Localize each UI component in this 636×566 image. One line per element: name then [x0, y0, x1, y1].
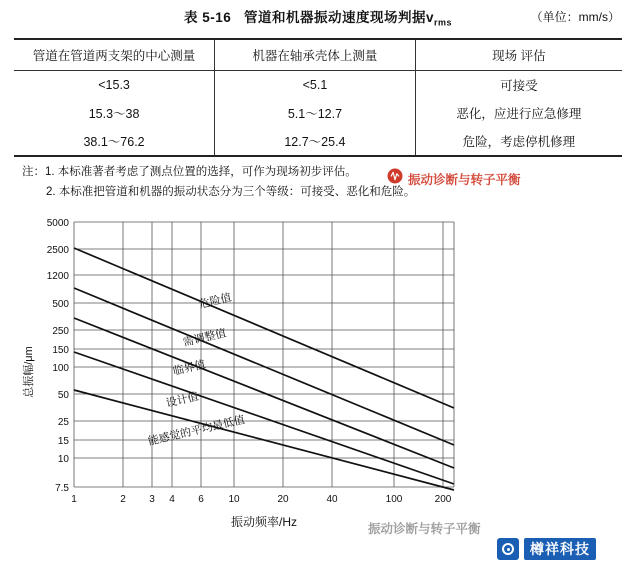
- y-tick-8: 25: [57, 417, 69, 428]
- series-line-design: [74, 352, 454, 484]
- x-tick-5: 10: [228, 494, 240, 505]
- x-tick-0: 1: [71, 494, 77, 505]
- table-header-cell-0: 管道在管道两支架的中心测量: [14, 39, 215, 71]
- y-axis-label: 总振幅/μm: [23, 346, 35, 398]
- table-title-row: [0, 6, 636, 28]
- y-tick-7: 50: [57, 390, 69, 401]
- title-symbol: v: [426, 10, 435, 25]
- x-tick-9: 200: [434, 494, 452, 505]
- series-label-perceptible: 能感觉的平均最低值: [146, 413, 247, 448]
- units-note: （单位：mm/s）: [530, 10, 620, 24]
- y-tick-9: 15: [57, 436, 69, 447]
- y-tick-3: 500: [52, 299, 69, 310]
- table-cell-1-2: 恶化，应进行应急修理: [415, 99, 622, 127]
- chart-series-lines: [74, 248, 454, 490]
- series-label-adjust: 需调整值: [181, 327, 228, 349]
- series-line-danger: [74, 248, 454, 408]
- table-cell-2-0: 38.1～76.2: [14, 127, 215, 156]
- y-tick-11: 7.5: [55, 483, 69, 494]
- gear-circle-icon: [497, 538, 519, 560]
- table-cell-2-2: 危险，考虑停机修理: [415, 127, 622, 156]
- y-tick-0: 5000: [46, 218, 69, 229]
- table-cell-1-0: 15.3～38: [88, 107, 140, 121]
- table-row: [14, 99, 622, 127]
- series-label-danger: 危险值: [197, 291, 233, 311]
- y-tick-1: 2500: [46, 245, 69, 256]
- table-cell-0-0: <15.3: [98, 78, 130, 92]
- y-tick-2: 1200: [46, 271, 69, 282]
- table-cell-2-1: 12.7～25.4: [215, 127, 416, 156]
- chart-svg: [14, 212, 484, 542]
- note-line-1: 注：1. 本标准著者考虑了测点位置的选择，可作为现场初步评估。: [22, 166, 357, 178]
- x-tick-1: 2: [120, 494, 126, 505]
- title-main: 管道和机器振动速度现场判据: [244, 10, 426, 25]
- table-row: [14, 127, 622, 156]
- x-tick-6: 20: [277, 494, 289, 505]
- watermark-gray: 振动诊断与转子平衡: [368, 522, 481, 536]
- vibration-severity-chart: [14, 212, 484, 542]
- table-header-cell-1: 机器在轴承壳体上测量: [215, 39, 416, 71]
- table-cell-0-1: <5.1: [215, 71, 416, 100]
- x-tick-8: 100: [385, 494, 403, 505]
- y-tick-6: 100: [52, 363, 69, 374]
- y-tick-10: 10: [57, 454, 69, 465]
- logo-text: 樽祥科技: [524, 538, 596, 561]
- series-line-adjust: [74, 288, 454, 445]
- y-tick-4: 250: [52, 326, 69, 337]
- company-logo: [497, 536, 623, 562]
- x-axis-label: 振动频率/Hz: [230, 515, 298, 529]
- x-tick-7: 40: [326, 494, 338, 505]
- series-label-design: 设计值: [164, 390, 200, 410]
- series-label-critical: 临界值: [171, 358, 207, 378]
- table-header-row: [14, 39, 622, 71]
- chart-grid: [74, 222, 454, 487]
- table-row: [14, 71, 622, 100]
- table-cell-1-1: 5.1～12.7: [215, 99, 416, 127]
- title-symbol-subscript: rms: [434, 17, 453, 28]
- x-tick-4: 6: [198, 494, 204, 505]
- x-tick-3: 4: [169, 494, 175, 505]
- x-tick-2: 3: [149, 494, 155, 505]
- y-tick-5: 150: [52, 345, 69, 356]
- table-cell-0-2: 可接受: [415, 71, 622, 100]
- table-notes: [22, 162, 622, 202]
- series-line-critical: [74, 318, 454, 468]
- criteria-table: [14, 38, 622, 157]
- note-line-2: 2. 本标准把管道和机器的振动状态分为三个等级：可接受、恶化和危险。: [46, 186, 416, 199]
- table-header-cell-2: 现场 评估: [415, 39, 622, 71]
- watermark-red: 振动诊断与转子平衡: [408, 173, 521, 187]
- title-prefix: 表 5-16: [183, 10, 232, 25]
- vibration-watermark-icon: [386, 167, 404, 185]
